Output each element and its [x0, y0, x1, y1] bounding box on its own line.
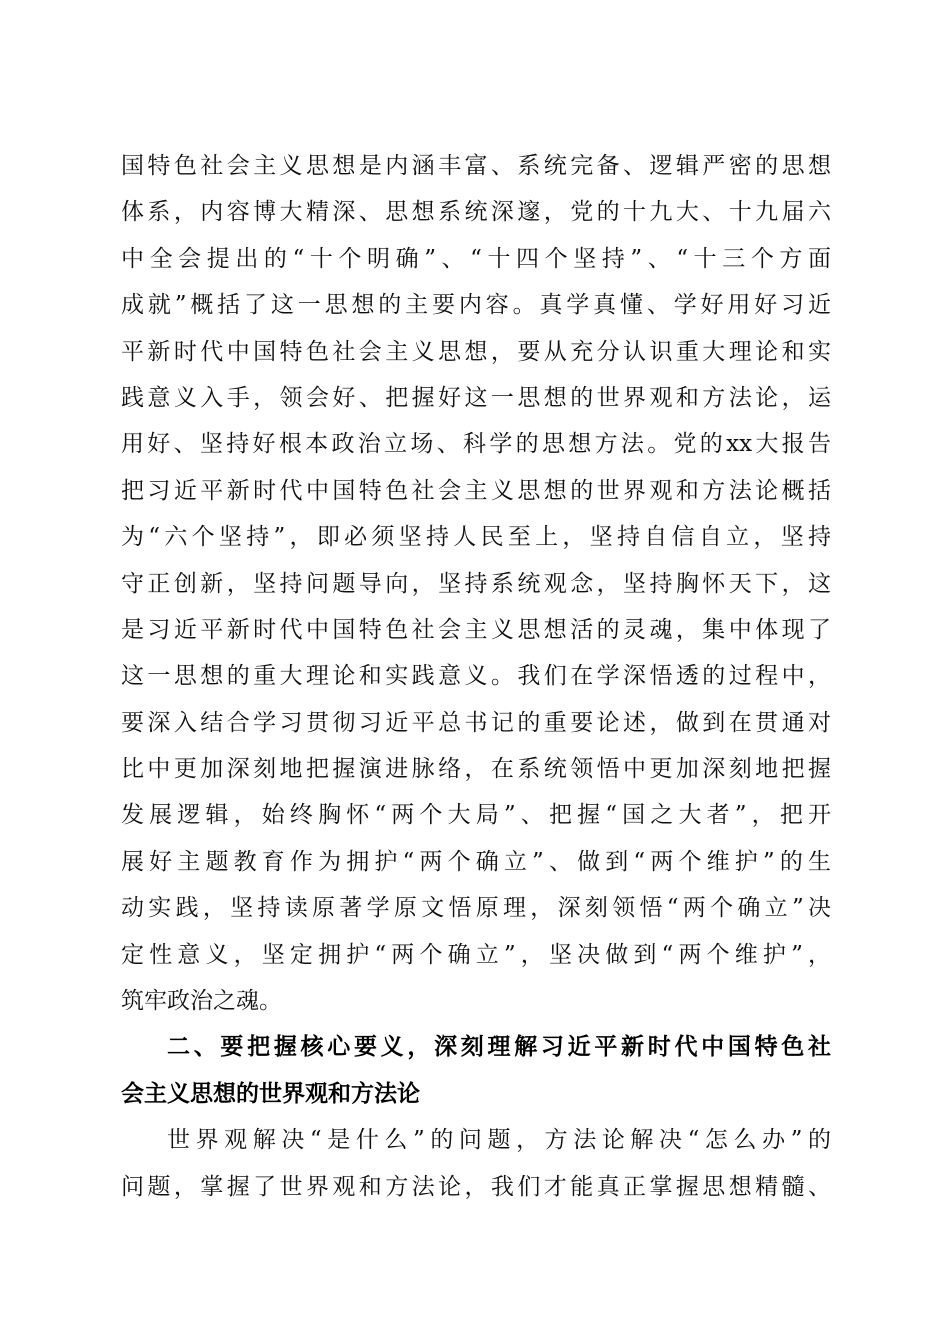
- section-heading-line: 二、要把握核心要义，深刻理解习近平新时代中国特色社: [167, 1034, 831, 1061]
- paragraph-1-line: 成就”概括了这一思想的主要内容。真学真懂、学好用好习近: [121, 292, 831, 319]
- paragraph-1-line: 是习近平新时代中国特色社会主义思想活的灵魂，集中体现了: [121, 616, 831, 643]
- paragraph-1-line: 守正创新，坚持问题导向，坚持系统观念，坚持胸怀天下，这: [121, 570, 831, 597]
- paragraph-1-line: 发展逻辑，始终胸怀“两个大局”、把握“国之大者”，把开: [121, 802, 831, 829]
- paragraph-1-line: 这一思想的重大理论和实践意义。我们在学深悟透的过程中，: [121, 663, 831, 690]
- paragraph-1-line: 动实践，坚持读原著学原文悟原理，深刻领悟“两个确立”决: [121, 895, 831, 922]
- section-heading-line: 会主义思想的世界观和方法论: [121, 1080, 420, 1107]
- document-body: [121, 143, 831, 1210]
- paragraph-1-line: 把习近平新时代中国特色社会主义思想的世界观和方法论概括: [121, 477, 831, 504]
- paragraph-1-line: 体系，内容博大精深、思想系统深邃，党的十九大、十九届六: [121, 199, 831, 226]
- section-heading-2: [121, 1024, 831, 1117]
- paragraph-1-line: 平新时代中国特色社会主义思想，要从充分认识重大理论和实: [121, 338, 831, 365]
- paragraph-1-line: 筑牢政治之魂。: [121, 988, 282, 1015]
- paragraph-1-line: 要深入结合学习贯彻习近平总书记的重要论述，做到在贯通对: [121, 709, 831, 736]
- paragraph-1-line: 比中更加深刻地把握演进脉络，在系统领悟中更加深刻地把握: [121, 756, 831, 783]
- paragraph-2-line: 世界观解决“是什么”的问题，方法论解决“怎么办”的: [167, 1127, 831, 1154]
- paragraph-1-line: 为“六个坚持”，即必须坚持人民至上，坚持自信自立，坚持: [121, 524, 831, 551]
- paragraph-1-line: 国特色社会主义思想是内涵丰富、系统完备、逻辑严密的思想: [121, 153, 831, 179]
- paragraph-1-line: 定性意义，坚定拥护“两个确立”，坚决做到“两个维护”，: [121, 941, 831, 968]
- paragraph-1-line: 中全会提出的“十个明确”、“十四个坚持”、“十三个方面: [121, 245, 831, 272]
- paragraph-1-line: 践意义入手，领会好、把握好这一思想的世界观和方法论，运: [121, 384, 831, 411]
- paragraph-2: [121, 1117, 831, 1210]
- paragraph-1-line: 用好、坚持好根本政治立场、科学的思想方法。党的xx大报告: [121, 431, 831, 458]
- paragraph-1: [121, 143, 831, 1024]
- paragraph-1-line: 展好主题教育作为拥护“两个确立”、做到“两个维护”的生: [121, 848, 831, 875]
- paragraph-2-line: 问题，掌握了世界观和方法论，我们才能真正掌握思想精髓、: [121, 1173, 831, 1200]
